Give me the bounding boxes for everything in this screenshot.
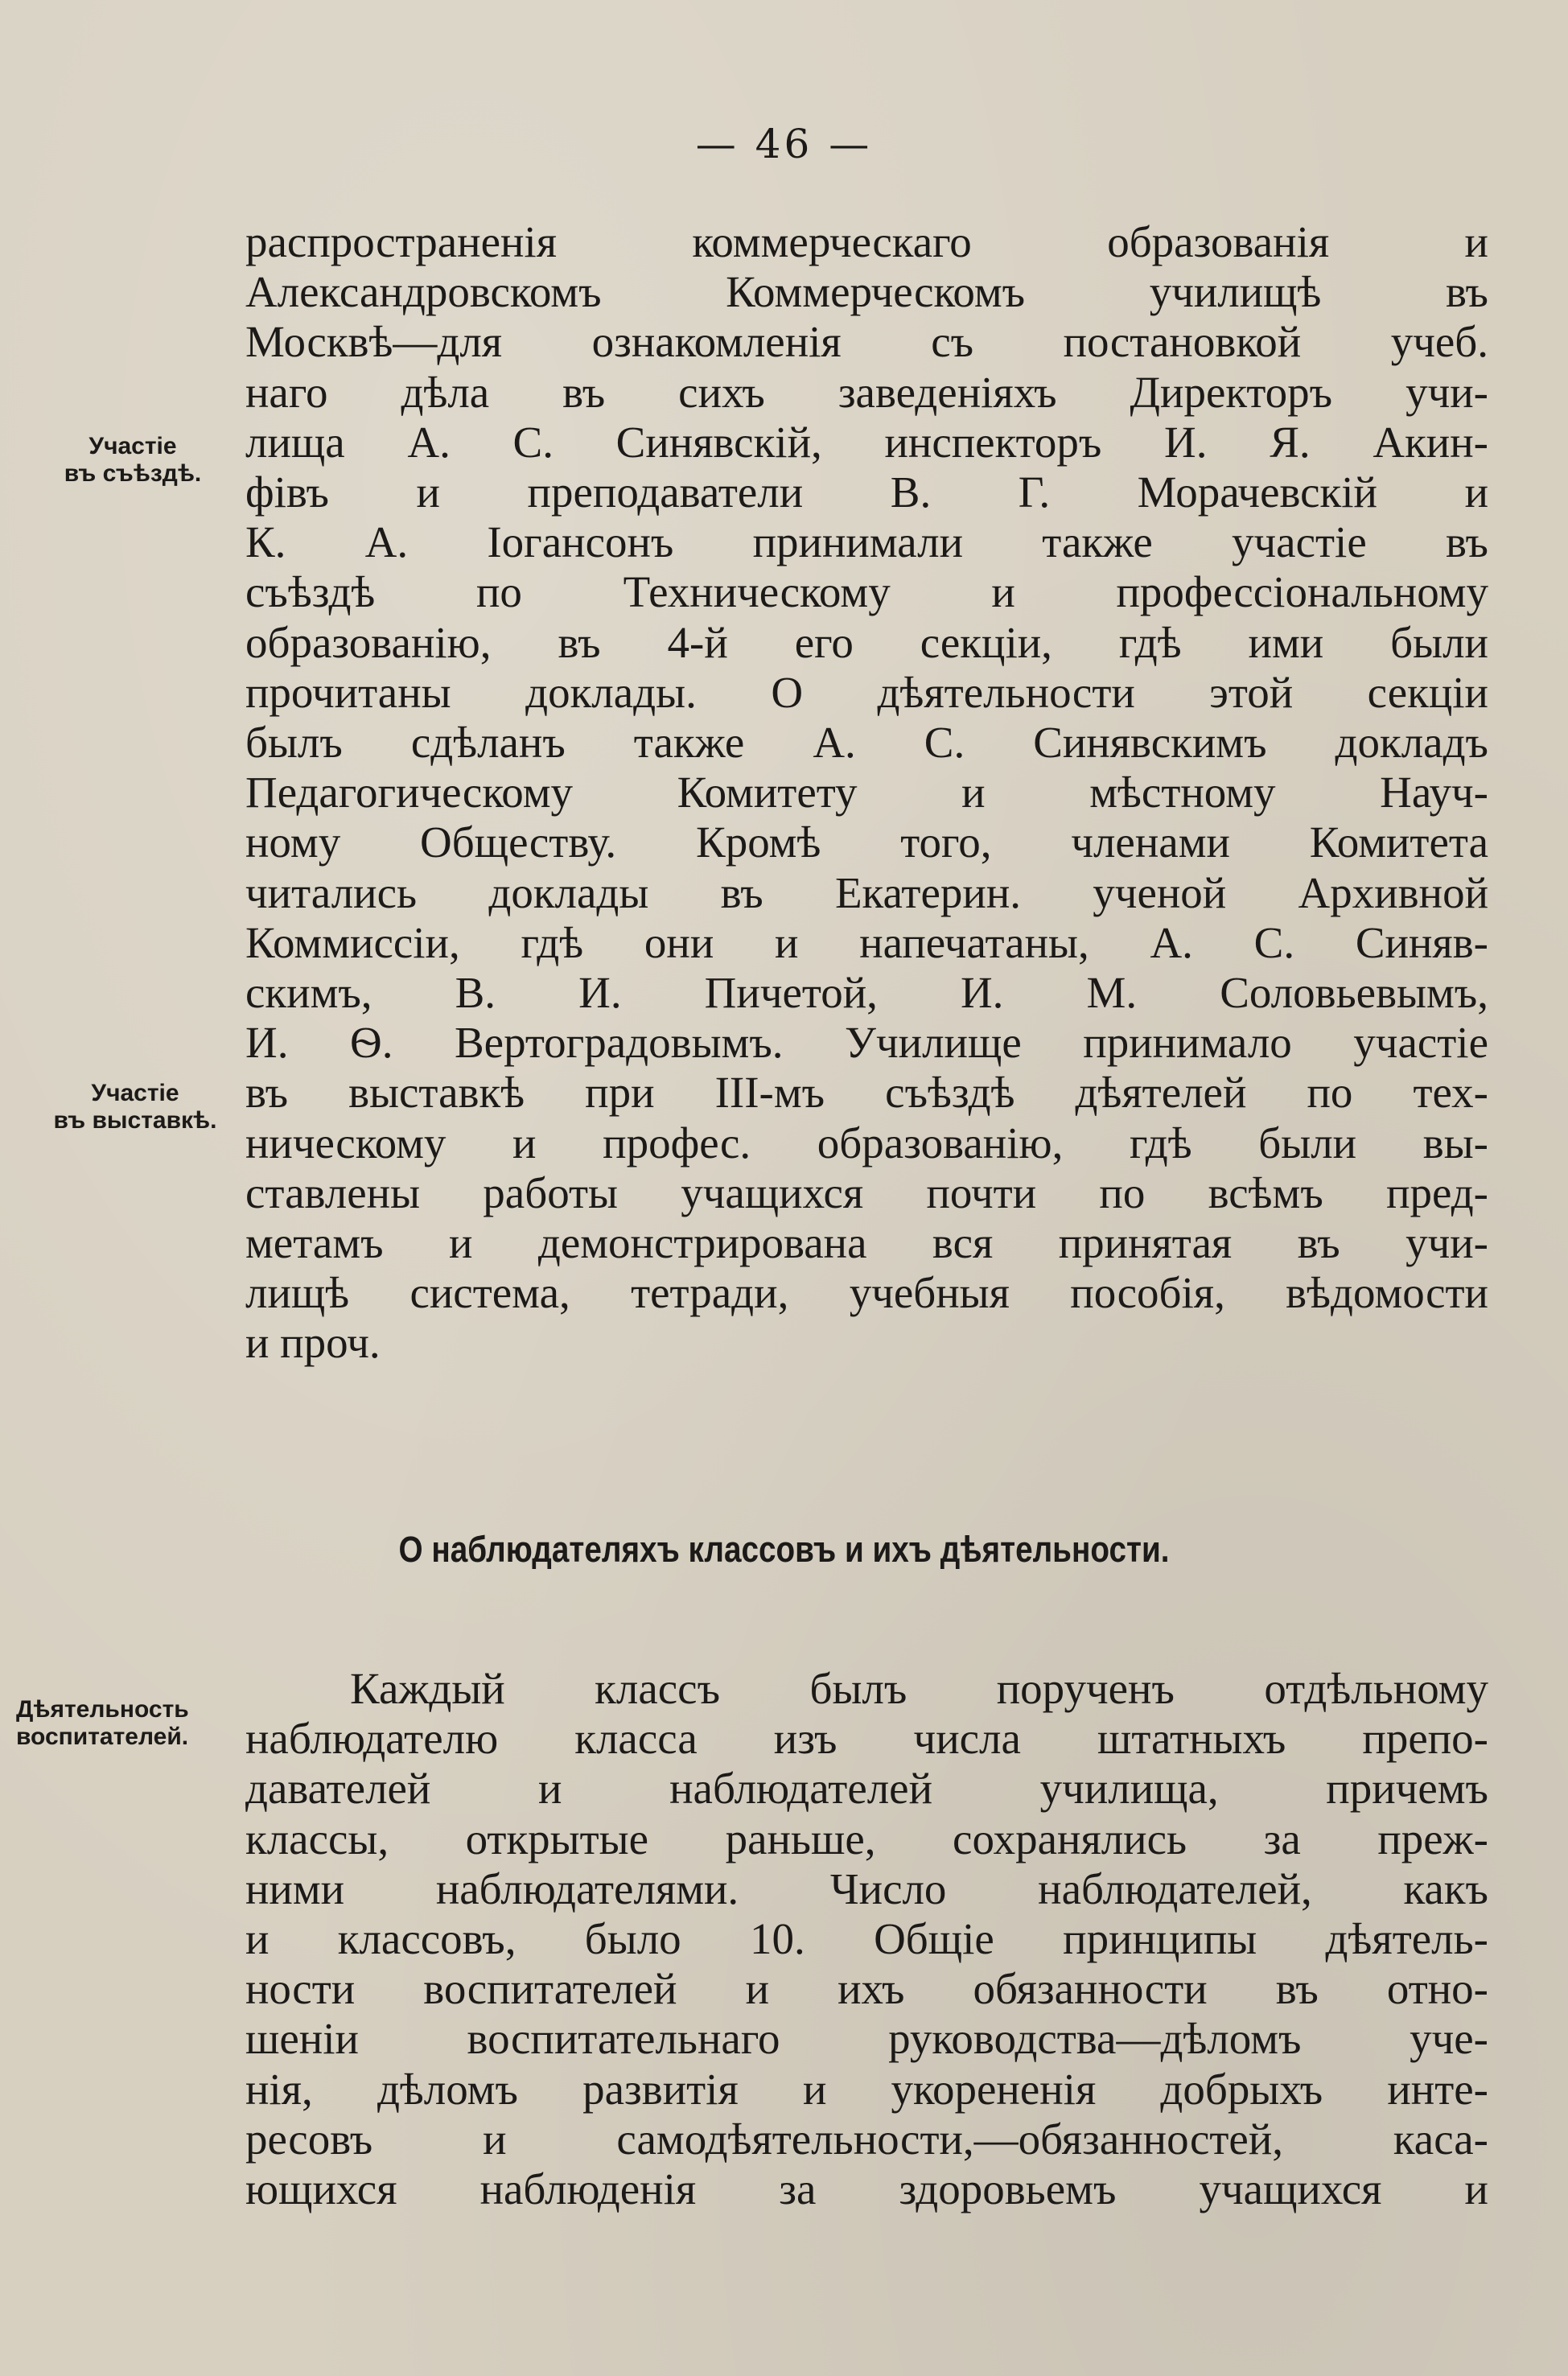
text-line: лища А. С. Синявскій, инспекторъ И. Я. Акин- — [245, 417, 1488, 467]
text-line: образованію, въ 4-й его секціи, гдѣ ими были — [245, 617, 1488, 667]
margin-note-line: Участіе — [88, 433, 177, 459]
text-line: ющихся наблюденія за здоровьемъ учащихся и — [245, 2164, 1488, 2214]
text-line: Александровскомъ Коммерческомъ училищѣ въ — [245, 267, 1488, 317]
margin-note-participation-exhibition — [23, 1080, 248, 1134]
text-line: фівъ и преподаватели В. Г. Морачевскій и — [245, 467, 1488, 517]
text-line: и проч. — [245, 1318, 381, 1368]
paragraph-congress-exhibition — [245, 217, 1488, 1369]
page-number: — 46 — — [695, 121, 873, 167]
text-line: К. А. Іогансонъ принимали также участіе въ — [245, 517, 1488, 567]
text-line: классы, открытые раньше, сохранялись за преж- — [245, 1814, 1488, 1863]
margin-note-line: въ съѣздѣ. — [64, 460, 202, 487]
text-line: въ выставкѣ при III-мъ съѣздѣ дѣятелей по тех- — [245, 1068, 1488, 1118]
text-line: наго дѣла въ сихъ заведеніяхъ Директоръ учи- — [245, 367, 1488, 417]
margin-note-line: въ выставкѣ. — [53, 1107, 217, 1134]
text-line: ресовъ и самодѣятельности,—обязанностей, каса- — [245, 2114, 1488, 2164]
section-heading: О наблюдателяхъ классовъ и ихъ дѣятельности. — [398, 1529, 1170, 1570]
text-line: наблюдателю класса изъ числа штатныхъ препо- — [245, 1714, 1488, 1764]
text-line: Каждый классъ былъ порученъ отдѣльному — [350, 1664, 1488, 1713]
text-line: лищѣ система, тетради, учебныя пособія, вѣдомости — [245, 1268, 1488, 1318]
text-line: давателей и наблюдателей училища, причемъ — [245, 1764, 1488, 1814]
text-line: читались доклады въ Екатерин. ученой Архивной — [245, 867, 1488, 917]
text-line: ности воспитателей и ихъ обязанности въ отно- — [245, 1964, 1488, 2014]
margin-note-line: воспитателей. — [16, 1723, 189, 1750]
text-line: распространенія коммерческаго образованія и — [245, 217, 1488, 266]
text-line: И. Ѳ. Вертоградовымъ. Училище принимало участіе — [245, 1018, 1488, 1068]
text-line: метамъ и демонстрирована вся принятая въ учи- — [245, 1218, 1488, 1268]
text-line: скимъ, В. И. Пичетой, И. М. Соловьевымъ, — [245, 968, 1488, 1018]
text-line: и классовъ, было 10. Общіе принципы дѣятель- — [245, 1914, 1488, 1964]
text-line: шеніи воспитательнаго руководства—дѣломъ уче- — [245, 2014, 1488, 2064]
text-line: былъ сдѣланъ также А. С. Синявскимъ докладъ — [245, 718, 1488, 768]
text-line: ними наблюдателями. Число наблюдателей, какъ — [245, 1863, 1488, 1913]
text-line: ставлены работы учащихся почти по всѣмъ пред- — [245, 1167, 1488, 1217]
text-line: ническому и профес. образованію, гдѣ были вы- — [245, 1118, 1488, 1167]
margin-note-participation-congress — [32, 433, 233, 488]
margin-note-line: Участіе — [91, 1080, 179, 1106]
paragraph-class-observers — [245, 1664, 1488, 2214]
margin-note-line: Дѣятельность — [16, 1696, 189, 1723]
text-line: нія, дѣломъ развитія и укорененія добрыхъ инте- — [245, 2064, 1488, 2114]
text-line: съѣздѣ по Техническому и профессіональному — [245, 567, 1488, 617]
text-line: Педагогическому Комитету и мѣстному Науч- — [245, 768, 1488, 817]
text-line: Коммиссіи, гдѣ они и напечатаны, А. С. Синяв- — [245, 917, 1488, 967]
text-line: прочитаны доклады. О дѣятельности этой секціи — [245, 667, 1488, 717]
text-line: Москвѣ—для ознакомленія съ постановкой учеб. — [245, 317, 1488, 367]
text-line: ному Обществу. Кромѣ того, членами Комитета — [245, 817, 1488, 867]
